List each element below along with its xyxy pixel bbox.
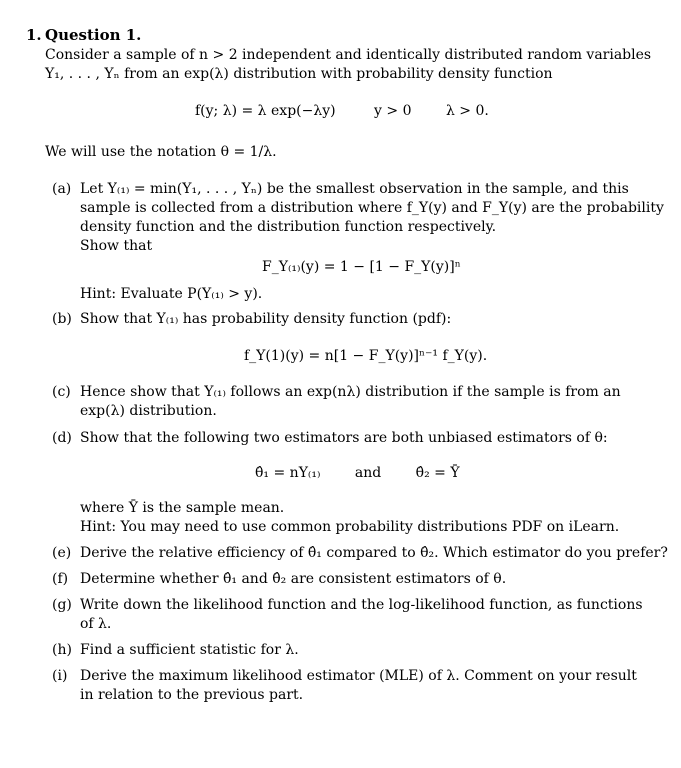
question-number: 1.	[26, 26, 42, 44]
and-word: and	[354, 465, 382, 481]
part-e-label: (e)	[52, 545, 72, 561]
part-h-line-1: Find a sufficient statistic for λ.	[80, 642, 299, 658]
part-g-label: (g)	[52, 597, 72, 613]
part-a-line-2: sample is collected from a distribution where f_Y(y) and F_Y(y) are the probability	[80, 200, 664, 216]
part-i-line-1: Derive the maximum likelihood estimator (MLE) of λ. Comment on your result	[80, 668, 637, 684]
pdf-cond-1: y > 0	[374, 103, 412, 119]
part-a-hint: Hint: Evaluate P(Y₍₁₎ > y).	[80, 286, 263, 302]
pdf-cond-2: λ > 0.	[445, 103, 489, 119]
intro-line-1: Consider a sample of n > 2 independent and identically distributed random variables	[45, 47, 652, 63]
part-a-line-4: Show that	[80, 238, 153, 254]
part-f-line-1: Determine whether θ̂₁ and θ̂₂ are consistent estimators of θ.	[80, 571, 507, 587]
pdf-formula	[195, 102, 489, 121]
notation-line: We will use the notation θ = 1/λ.	[45, 144, 277, 160]
part-b-formula: f_Y(1)(y) = n[1 − F_Y(y)]ⁿ⁻¹ f_Y(y).	[244, 348, 488, 364]
part-i-line-2: in relation to the previous part.	[80, 687, 304, 703]
part-a-formula: F_Y₍₁₎(y) = 1 − [1 − F_Y(y)]ⁿ	[262, 259, 461, 275]
pdf-lhs: f(y; λ) = λ exp(−λy)	[195, 103, 336, 119]
part-c-line-1: Hence show that Y₍₁₎ follows an exp(nλ) distribution if the sample is from an	[80, 384, 621, 400]
part-d-hint: Hint: You may need to use common probability distributions PDF on iLearn.	[80, 519, 620, 535]
part-f-label: (f)	[52, 571, 69, 587]
part-a-line-1: Let Y₍₁₎ = min(Y₁, . . . , Yₙ) be the smallest observation in the sample, and this	[80, 181, 629, 197]
part-d-estimators	[255, 464, 460, 483]
part-a-line-3: density function and the distribution function respectively.	[80, 219, 497, 235]
intro-line-2: Y₁, . . . , Yₙ from an exp(λ) distribution with probability density function	[45, 66, 553, 82]
part-e-line-1: Derive the relative efficiency of θ̂₁ compared to θ̂₂. Which estimator do you prefer?	[80, 545, 668, 561]
part-g-line-2: of λ.	[80, 616, 112, 632]
estimator-1: θ̂₁ = nY₍₁₎	[255, 465, 321, 481]
part-d-line-1: Show that the following two estimators are both unbiased estimators of θ:	[80, 430, 608, 446]
part-b-line-1: Show that Y₍₁₎ has probability density function (pdf):	[80, 311, 452, 327]
part-d-where: where Ȳ is the sample mean.	[80, 500, 285, 516]
part-h-label: (h)	[52, 642, 72, 658]
part-d-label: (d)	[52, 430, 72, 446]
part-b-label: (b)	[52, 311, 72, 327]
question-title: Question 1.	[45, 26, 142, 44]
part-a-label: (a)	[52, 181, 72, 197]
part-c-line-2: exp(λ) distribution.	[80, 403, 217, 419]
part-g-line-1: Write down the likelihood function and the log-likelihood function, as functions	[80, 597, 643, 613]
part-c-label: (c)	[52, 384, 71, 400]
estimator-2: θ̂₂ = Ȳ	[415, 465, 460, 481]
part-i-label: (i)	[52, 668, 68, 684]
